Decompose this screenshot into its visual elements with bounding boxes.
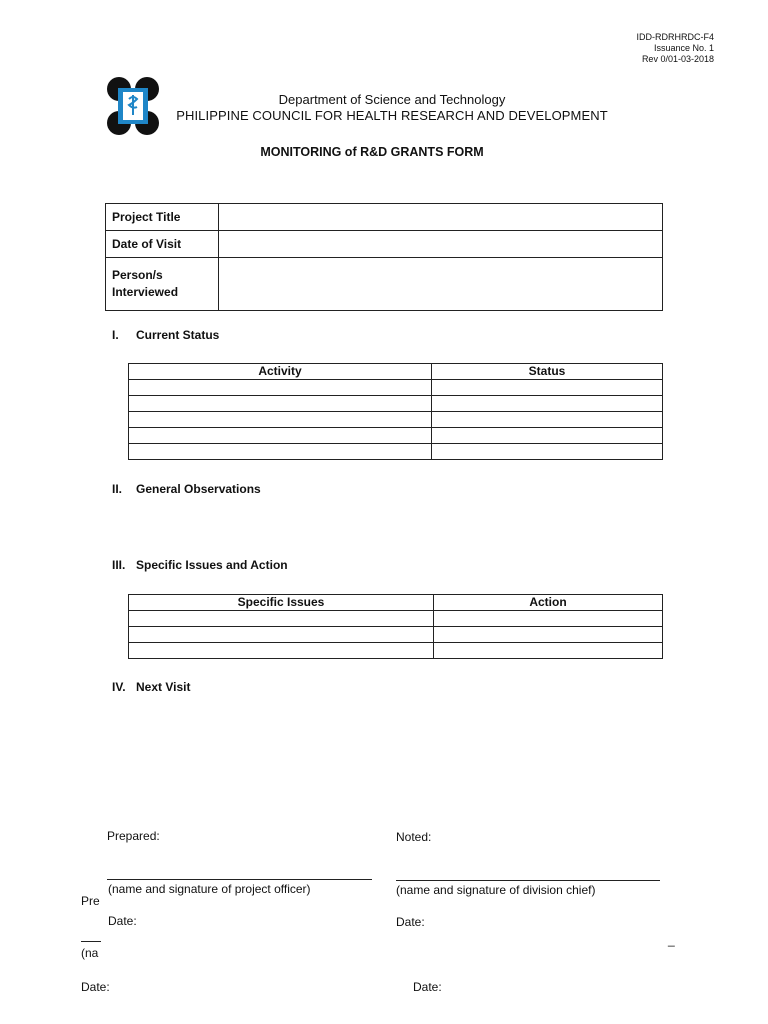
prepared-signature-line[interactable] — [107, 879, 372, 880]
section-number: IV. — [112, 680, 126, 694]
table-row — [129, 611, 663, 627]
status-cell[interactable] — [432, 380, 663, 396]
issue-cell[interactable] — [129, 627, 434, 643]
table-row — [129, 428, 663, 444]
table-header-row — [129, 595, 663, 611]
status-cell[interactable] — [432, 396, 663, 412]
action-header: Action — [434, 595, 663, 611]
action-cell[interactable] — [434, 627, 663, 643]
project-info-table — [105, 203, 663, 311]
table-row — [129, 627, 663, 643]
ghost-date-right: Date: — [413, 980, 442, 994]
ghost-date-left: Date: — [81, 980, 110, 994]
activity-cell[interactable] — [129, 412, 432, 428]
prepared-caption: (name and signature of project officer) — [108, 882, 311, 896]
section-number: III. — [112, 558, 126, 572]
noted-date-label: Date: — [396, 915, 425, 929]
section-title: General Observations — [136, 482, 261, 496]
action-cell[interactable] — [434, 611, 663, 627]
table-row — [129, 412, 663, 428]
section-general-observations — [112, 482, 261, 496]
ghost-dash: _ — [668, 933, 675, 947]
activity-cell[interactable] — [129, 444, 432, 460]
status-table — [128, 363, 663, 460]
doc-code-issuance: Issuance No. 1 — [653, 43, 714, 53]
section-number: I. — [112, 328, 119, 342]
specific-issues-header: Specific Issues — [129, 595, 434, 611]
section-number: II. — [112, 482, 123, 496]
doc-code-revision: Rev 0/01-03-2018 — [641, 54, 714, 64]
table-row — [129, 380, 663, 396]
date-of-visit-field[interactable] — [219, 231, 663, 258]
ghost-prepared-text: Pre — [81, 894, 100, 908]
activity-cell[interactable] — [129, 396, 432, 412]
table-row — [129, 643, 663, 659]
issue-cell[interactable] — [129, 611, 434, 627]
noted-signature-line[interactable] — [396, 880, 660, 881]
form-title: MONITORING of R&D GRANTS FORM — [260, 145, 484, 159]
activity-cell[interactable] — [129, 428, 432, 444]
table-row — [106, 204, 663, 231]
activity-header: Activity — [129, 364, 432, 380]
section-title: Current Status — [136, 328, 220, 342]
organization-header — [150, 92, 634, 124]
persons-interviewed-label: Person/s Interviewed — [106, 258, 219, 311]
status-header: Status — [432, 364, 663, 380]
date-of-visit-label: Date of Visit — [106, 231, 219, 258]
table-row — [106, 258, 663, 311]
ghost-line — [81, 941, 101, 942]
status-cell[interactable] — [432, 428, 663, 444]
section-title: Next Visit — [136, 680, 191, 694]
project-title-label: Project Title — [106, 204, 219, 231]
prepared-date-label: Date: — [108, 914, 137, 928]
section-specific-issues — [112, 558, 288, 572]
section-current-status — [112, 328, 219, 342]
prepared-label: Prepared: — [107, 829, 160, 843]
department-name: Department of Science and Technology — [278, 92, 506, 107]
noted-caption: (name and signature of division chief) — [396, 883, 596, 897]
project-title-field[interactable] — [219, 204, 663, 231]
council-name: PHILIPPINE COUNCIL FOR HEALTH RESEARCH AND DEVELOPMENT — [176, 108, 608, 123]
table-row — [106, 231, 663, 258]
issues-table — [128, 594, 663, 659]
noted-label: Noted: — [396, 830, 432, 844]
section-title: Specific Issues and Action — [136, 558, 288, 572]
document-code — [637, 32, 715, 65]
table-header-row — [129, 364, 663, 380]
status-cell[interactable] — [432, 444, 663, 460]
persons-interviewed-field[interactable] — [219, 258, 663, 311]
ghost-caption-text: (na — [81, 946, 99, 960]
issue-cell[interactable] — [129, 643, 434, 659]
doc-code-id: IDD-RDRHRDC-F4 — [636, 32, 714, 42]
table-row — [129, 396, 663, 412]
table-row — [129, 444, 663, 460]
activity-cell[interactable] — [129, 380, 432, 396]
status-cell[interactable] — [432, 412, 663, 428]
section-next-visit — [112, 680, 190, 694]
action-cell[interactable] — [434, 643, 663, 659]
